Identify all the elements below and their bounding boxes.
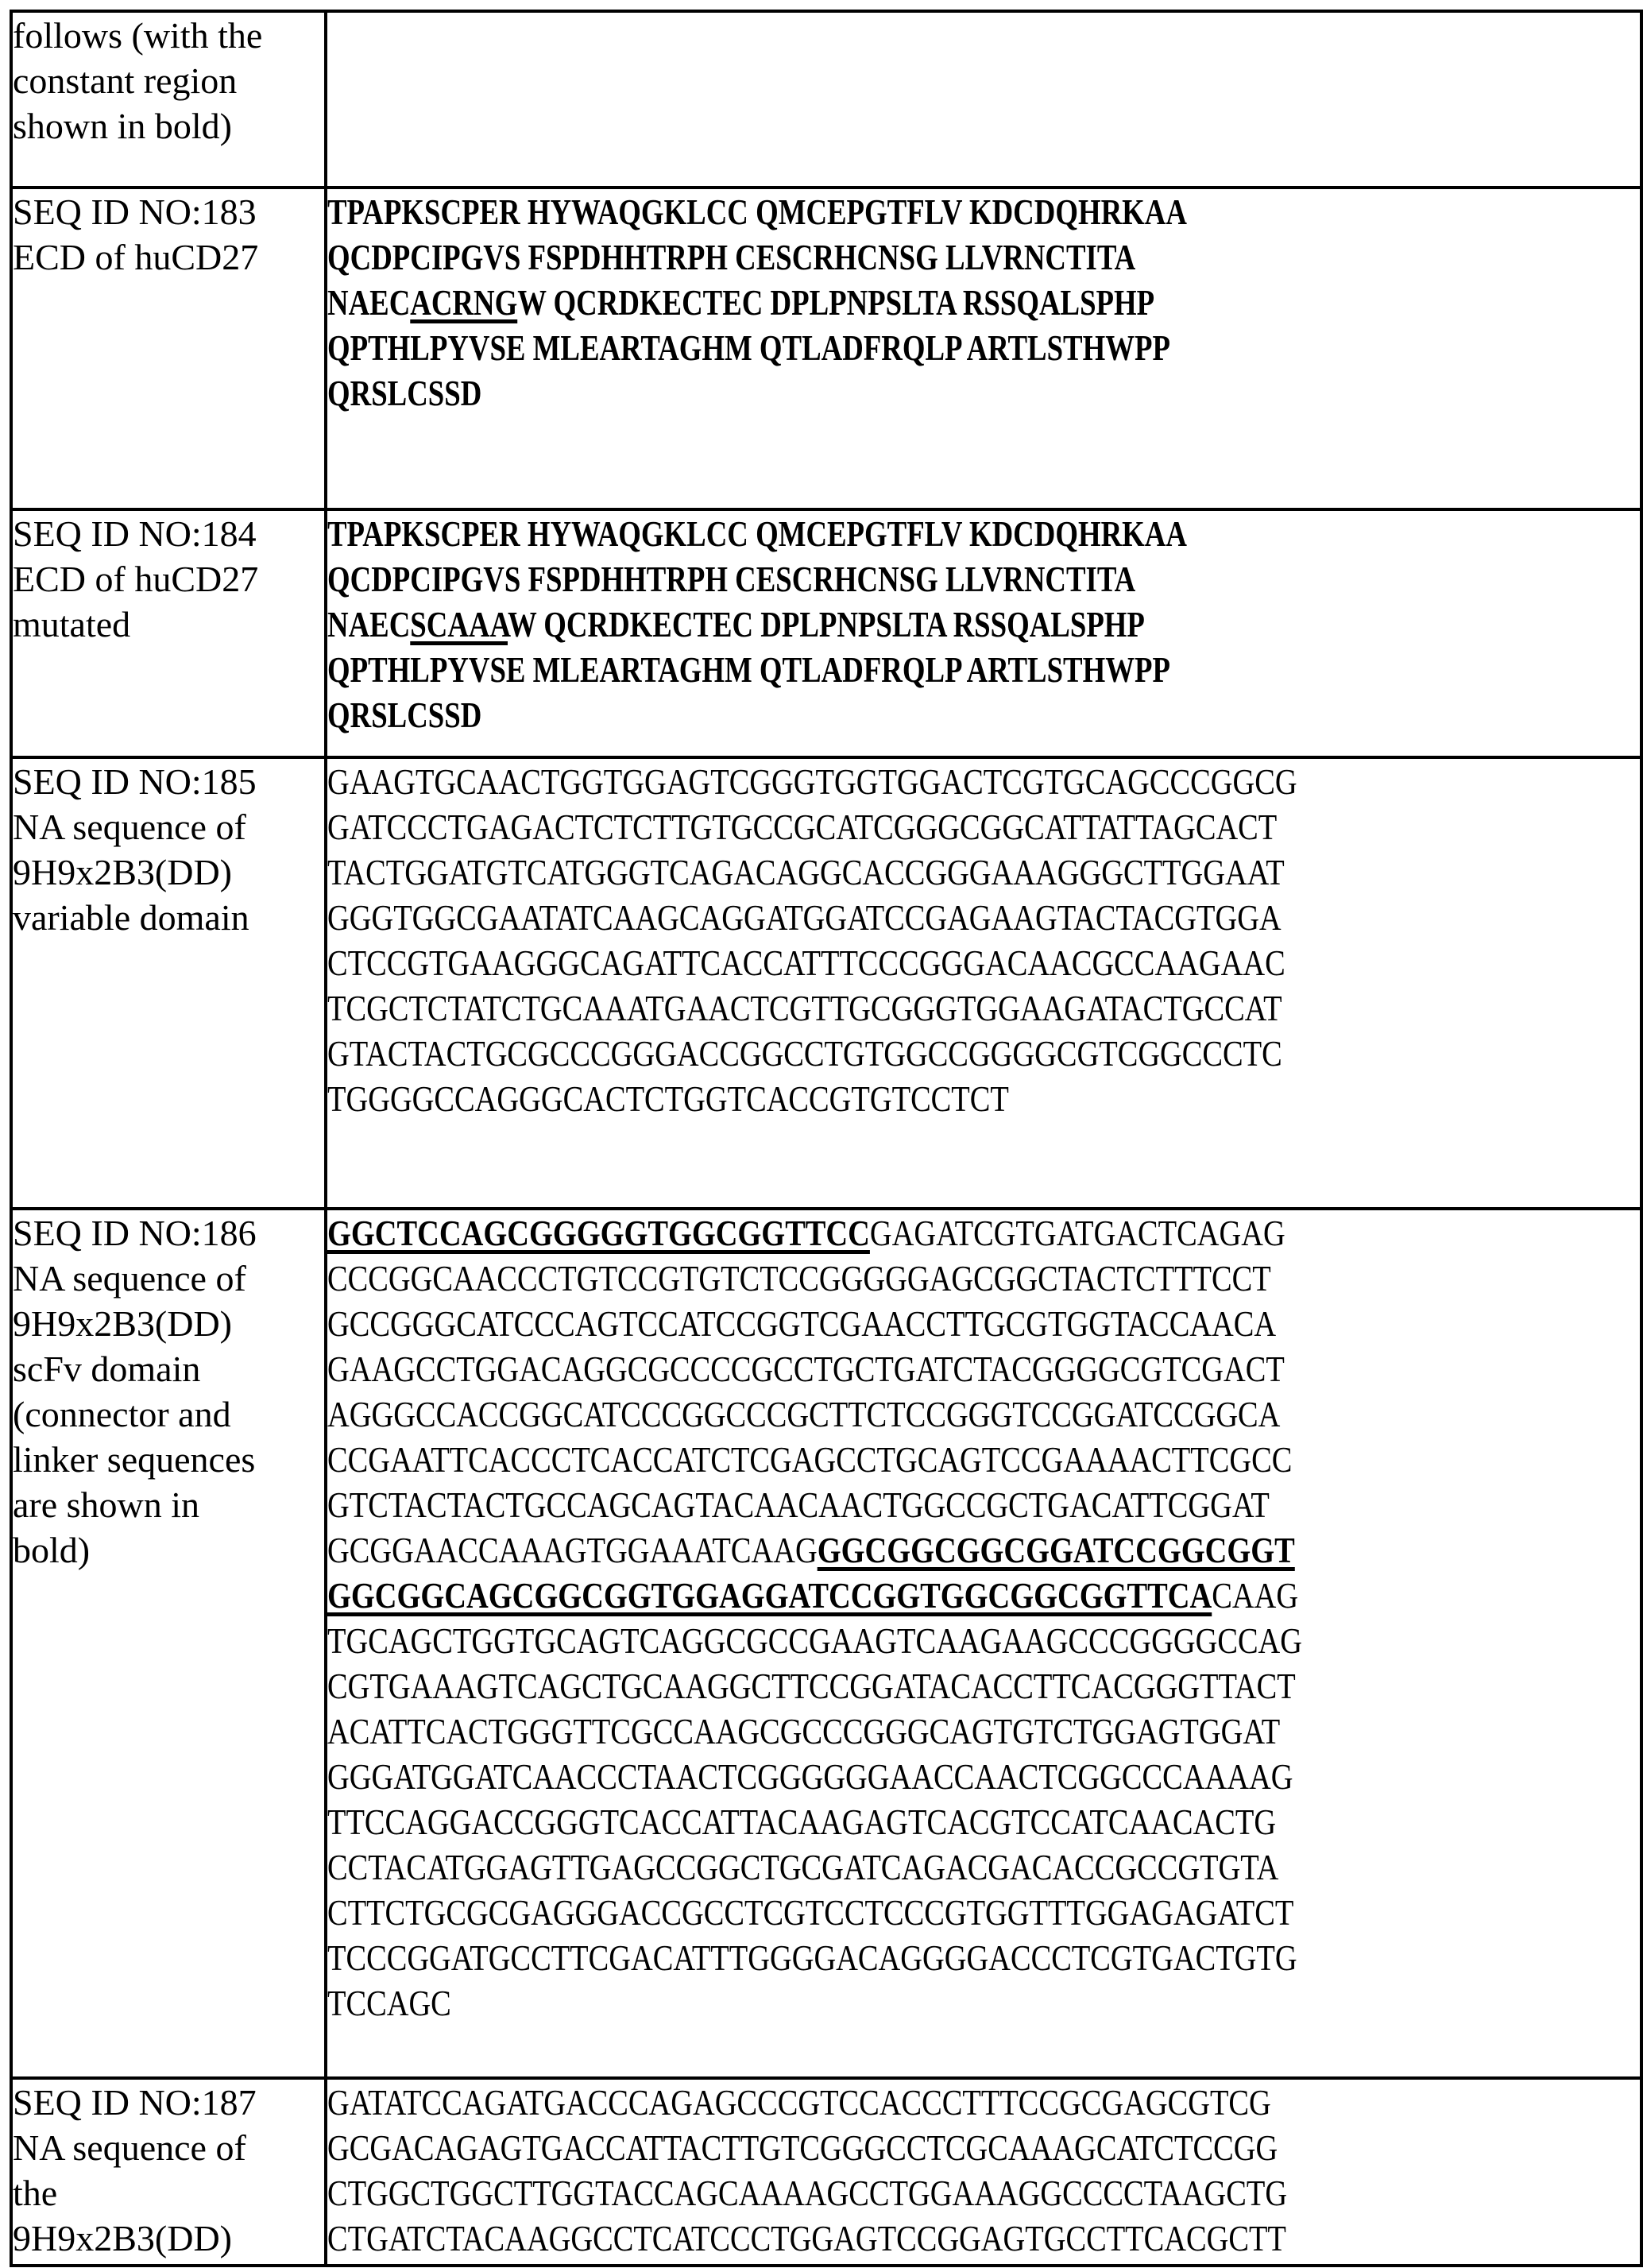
sequence-segment: TGGGGCCAGGGCACTCTGGTCACCGTGTCCTCT — [327, 1078, 1009, 1119]
sequence-line — [327, 759, 1423, 804]
sequence-line — [327, 1709, 1423, 1754]
seq-label-line: are shown in — [13, 1484, 200, 1525]
sequence-segment: QRSLCSSD — [327, 373, 482, 413]
sequence-line — [327, 2080, 1423, 2125]
sequence-segment: CTGATCTACAAGGCCTCATCCCTGGAGTCCGGAGTGCCTTCACGCTT — [327, 2218, 1286, 2258]
sequence-segment: CCCGGCAACCCTGTCCGTGTCTCCGGGGGAGCGGCTACTCTTTCCT — [327, 1258, 1271, 1298]
seq-label-cell — [11, 188, 326, 509]
sequence-line — [327, 325, 1378, 370]
sequence-line — [327, 1482, 1423, 1527]
sequence-line — [327, 2125, 1423, 2170]
sequence-segment: TTCCAGGACCGGGTCACCATTACAAGAGTCACGTCCATCAACACTG — [327, 1802, 1277, 1842]
seq-label-line: SEQ ID NO:187 — [13, 2082, 257, 2123]
sequence-line — [327, 985, 1423, 1031]
highlighted-sequence-segment: GGCGGCGGCGGATCCGGCGGT — [817, 1530, 1295, 1570]
seq-label-line: (connector and — [13, 1394, 231, 1434]
sequence-segment: TPAPKSCPER HYWAQGKLCC QMCEPGTFLV KDCDQHRKAA — [327, 513, 1187, 554]
sequence-segment: TCGCTCTATCTGCAAATGAACTCGTTGCGGGTGGAAGATACTGCCAT — [327, 988, 1282, 1028]
highlighted-sequence-segment: GGCTCCAGCGGGGGTGGCGGTTCC — [327, 1213, 870, 1253]
table-row-continued-row — [11, 11, 1641, 188]
sequence-segment: QPTHLPYVSE MLEARTAGHM QTLADFRQLP ARTLSTHWPP — [327, 649, 1170, 690]
sequence-line — [327, 850, 1423, 895]
sequence-line — [327, 1210, 1423, 1256]
table-row-seq-186 — [11, 1209, 1641, 2078]
sequence-segment: ACATTCACTGGGTTCGCCAAGCGCCCGGGCAGTGTCTGGAGTGGAT — [327, 1711, 1281, 1751]
sequence-line — [327, 1663, 1423, 1709]
sequence-segment: CGTGAAAGTCAGCTGCAAGGCTTCCGGATACACCTTCACGGGTTACT — [327, 1666, 1296, 1706]
sequence-segment: GTCTACTACTGCCAGCAGTACAACAACTGGCCGCTGACATTCGGAT — [327, 1484, 1270, 1525]
table-row-seq-184 — [11, 509, 1641, 757]
sequence-segment: GGGTGGCGAATATCAAGCAGGATGGATCCGAGAAGTACTACGTGGA — [327, 897, 1282, 938]
seq-content-cell — [326, 757, 1641, 1209]
seq-label-cell — [11, 2078, 326, 2266]
seq-label-cell — [11, 1209, 326, 2078]
sequence-line — [327, 1391, 1423, 1437]
seq-content-cell — [326, 2078, 1641, 2266]
seq-label-line: 9H9x2B3(DD) — [13, 852, 232, 892]
sequence-segment: GAAGTGCAACTGGTGGAGTCGGGTGGTGGACTCGTGCAGCCCGGCG — [327, 761, 1297, 802]
seq-label-line: ECD of huCD27 — [13, 559, 259, 599]
table-row-seq-183 — [11, 188, 1641, 509]
sequence-line — [327, 1256, 1423, 1301]
sequence-line — [327, 692, 1378, 737]
sequence-line — [327, 1527, 1423, 1573]
sequence-segment: W QCRDKECTEC DPLPNPSLTA RSSQALSPHP — [507, 604, 1145, 644]
sequence-segment: CTCCGTGAAGGGCAGATTCACCATTTCCCGGGACAACGCCAAGAAC — [327, 942, 1285, 983]
seq-label-line: shown in bold) — [13, 106, 232, 146]
sequence-segment: TCCAGC — [327, 1983, 451, 2023]
sequence-line — [327, 189, 1378, 234]
sequence-line — [327, 1618, 1423, 1663]
sequence-segment: GGGATGGATCAACCCTAACTCGGGGGGAACCAACTCGGCCCAAAAG — [327, 1756, 1293, 1797]
table-row-seq-185 — [11, 757, 1641, 1209]
sequence-segment: GCCGGGCATCCCAGTCCATCCGGTCGAACCTTGCGTGGTACCAACA — [327, 1303, 1277, 1344]
seq-content-cell — [326, 188, 1641, 509]
sequence-line — [327, 1844, 1423, 1890]
sequence-line — [327, 280, 1378, 325]
sequence-segment: AGGGCCACCGGCATCCCGGCCCGCTTCTCCGGGTCCGGATCCGGCA — [327, 1394, 1281, 1434]
seq-label-line: SEQ ID NO:186 — [13, 1213, 257, 1253]
sequence-segment: TPAPKSCPER HYWAQGKLCC QMCEPGTFLV KDCDQHRKAA — [327, 192, 1187, 232]
sequence-line — [327, 1301, 1423, 1346]
highlighted-sequence-segment: ACRNG — [410, 282, 518, 323]
seq-label-line: scFv domain — [13, 1349, 201, 1389]
sequence-segment: TGCAGCTGGTGCAGTCAGGCGCCGAAGTCAAGAAGCCCGGGGCCAG — [327, 1620, 1303, 1661]
sequence-segment: TCCCGGATGCCTTCGACATTTGGGGACAGGGGACCCTCGTGACTGTG — [327, 1937, 1297, 1978]
sequence-line — [327, 2170, 1423, 2216]
sequence-line — [327, 1754, 1423, 1799]
table-row-seq-187 — [11, 2078, 1641, 2266]
sequence-segment: CTGGCTGGCTTGGTACCAGCAAAAGCCTGGAAAGGCCCCTAAGCTG — [327, 2173, 1288, 2213]
seq-label-line: 9H9x2B3(DD) — [13, 1303, 232, 1344]
sequence-segment: GATCCCTGAGACTCTCTTGTGCCGCATCGGGCGGCATTATTAGCACT — [327, 807, 1278, 847]
sequence-line — [327, 1346, 1423, 1391]
seq-label-line: linker sequences — [13, 1439, 256, 1480]
sequence-line — [327, 602, 1378, 647]
sequence-segment: CTTCTGCGCGAGGGACCGCCTCGTCCTCCCGTGGTTTGGAGAGATCT — [327, 1892, 1294, 1933]
sequence-line — [327, 556, 1378, 602]
sequence-segment: TACTGGATGTCATGGGTCAGACAGGCACCGGGAAAGGGCTTGGAAT — [327, 852, 1285, 892]
sequence-line — [327, 1935, 1423, 1980]
seq-label-line: NA sequence of — [13, 1258, 246, 1298]
sequence-line — [327, 895, 1423, 940]
sequence-segment: QCDPCIPGVS FSPDHHTRPH CESCRHCNSG LLVRNCTITA — [327, 237, 1136, 277]
seq-label-line: SEQ ID NO:184 — [13, 513, 257, 554]
sequence-line — [327, 1573, 1423, 1618]
sequence-segment: GAAGCCTGGACAGGCGCCCCGCCTGCTGATCTACGGGGCGTCGACT — [327, 1349, 1285, 1389]
seq-label-line: bold) — [13, 1530, 91, 1570]
highlighted-sequence-segment: GGCGGCAGCGGCGGTGGAGGATCCGGTGGCGGCGGTTCA — [327, 1575, 1212, 1616]
sequence-segment: QPTHLPYVSE MLEARTAGHM QTLADFRQLP ARTLSTHWPP — [327, 327, 1170, 368]
seq-label-cell — [11, 11, 326, 188]
sequence-line — [327, 2216, 1423, 2261]
seq-label-line: follows (with the — [13, 15, 263, 56]
seq-label-line: NA sequence of — [13, 807, 246, 847]
seq-content-cell — [326, 509, 1641, 757]
seq-label-line: ECD of huCD27 — [13, 237, 259, 277]
seq-label-line: NA sequence of — [13, 2127, 246, 2168]
sequence-line — [327, 370, 1378, 416]
sequence-segment: W QCRDKECTEC DPLPNPSLTA RSSQALSPHP — [517, 282, 1155, 323]
seq-label-line: SEQ ID NO:183 — [13, 192, 257, 232]
seq-label-line: variable domain — [13, 897, 249, 938]
sequence-segment: CAAG — [1212, 1575, 1299, 1616]
sequence-line — [327, 1437, 1423, 1482]
sequence-segment: QRSLCSSD — [327, 695, 482, 735]
seq-label-line: the — [13, 2173, 58, 2213]
sequence-segment: QCDPCIPGVS FSPDHHTRPH CESCRHCNSG LLVRNCTITA — [327, 559, 1136, 599]
seq-label-line: SEQ ID NO:185 — [13, 761, 257, 802]
sequence-segment: NAEC — [327, 282, 411, 323]
sequence-segment: NAEC — [327, 604, 411, 644]
sequence-line — [327, 940, 1423, 985]
sequence-line — [327, 1799, 1423, 1844]
seq-label-cell — [11, 509, 326, 757]
sequence-segment: CCTACATGGAGTTGAGCCGGCTGCGATCAGACGACACCGCCGTGTA — [327, 1847, 1279, 1887]
seq-content-cell — [326, 1209, 1641, 2078]
sequence-table — [10, 10, 1643, 2267]
highlighted-sequence-segment: SCAAA — [410, 604, 508, 644]
sequence-line — [327, 1031, 1423, 1076]
seq-label-line: 9H9x2B3(DD) — [13, 2218, 232, 2258]
sequence-segment: GCGGAACCAAAGTGGAAATCAAG — [327, 1530, 818, 1570]
sequence-segment: GCGACAGAGTGACCATTACTTGTCGGGCCTCGCAAAGCATCTCCGG — [327, 2127, 1278, 2168]
seq-label-line: mutated — [13, 604, 131, 644]
sequence-table-body — [11, 11, 1641, 2266]
sequence-segment: CCGAATTCACCCTCACCATCTCGAGCCTGCAGTCCGAAAACTTCGCC — [327, 1439, 1293, 1480]
sequence-segment: GATATCCAGATGACCCAGAGCCCGTCCACCCTTTCCGCGAGCGTCG — [327, 2082, 1271, 2123]
sequence-line — [327, 1980, 1423, 2026]
sequence-segment: GAGATCGTGATGACTCAGAG — [869, 1213, 1285, 1253]
sequence-line — [327, 234, 1378, 280]
sequence-line — [327, 511, 1378, 556]
seq-label-cell — [11, 757, 326, 1209]
sequence-segment: GTACTACTGCGCCCGGGACCGGCCTGTGGCCGGGGCGTCGGCCCTC — [327, 1033, 1282, 1074]
sequence-line — [327, 804, 1423, 850]
sequence-line — [327, 1076, 1423, 1121]
seq-content-cell — [326, 11, 1641, 188]
sequence-line — [327, 647, 1378, 692]
seq-label-line: constant region — [13, 60, 238, 101]
sequence-line — [327, 1890, 1423, 1935]
